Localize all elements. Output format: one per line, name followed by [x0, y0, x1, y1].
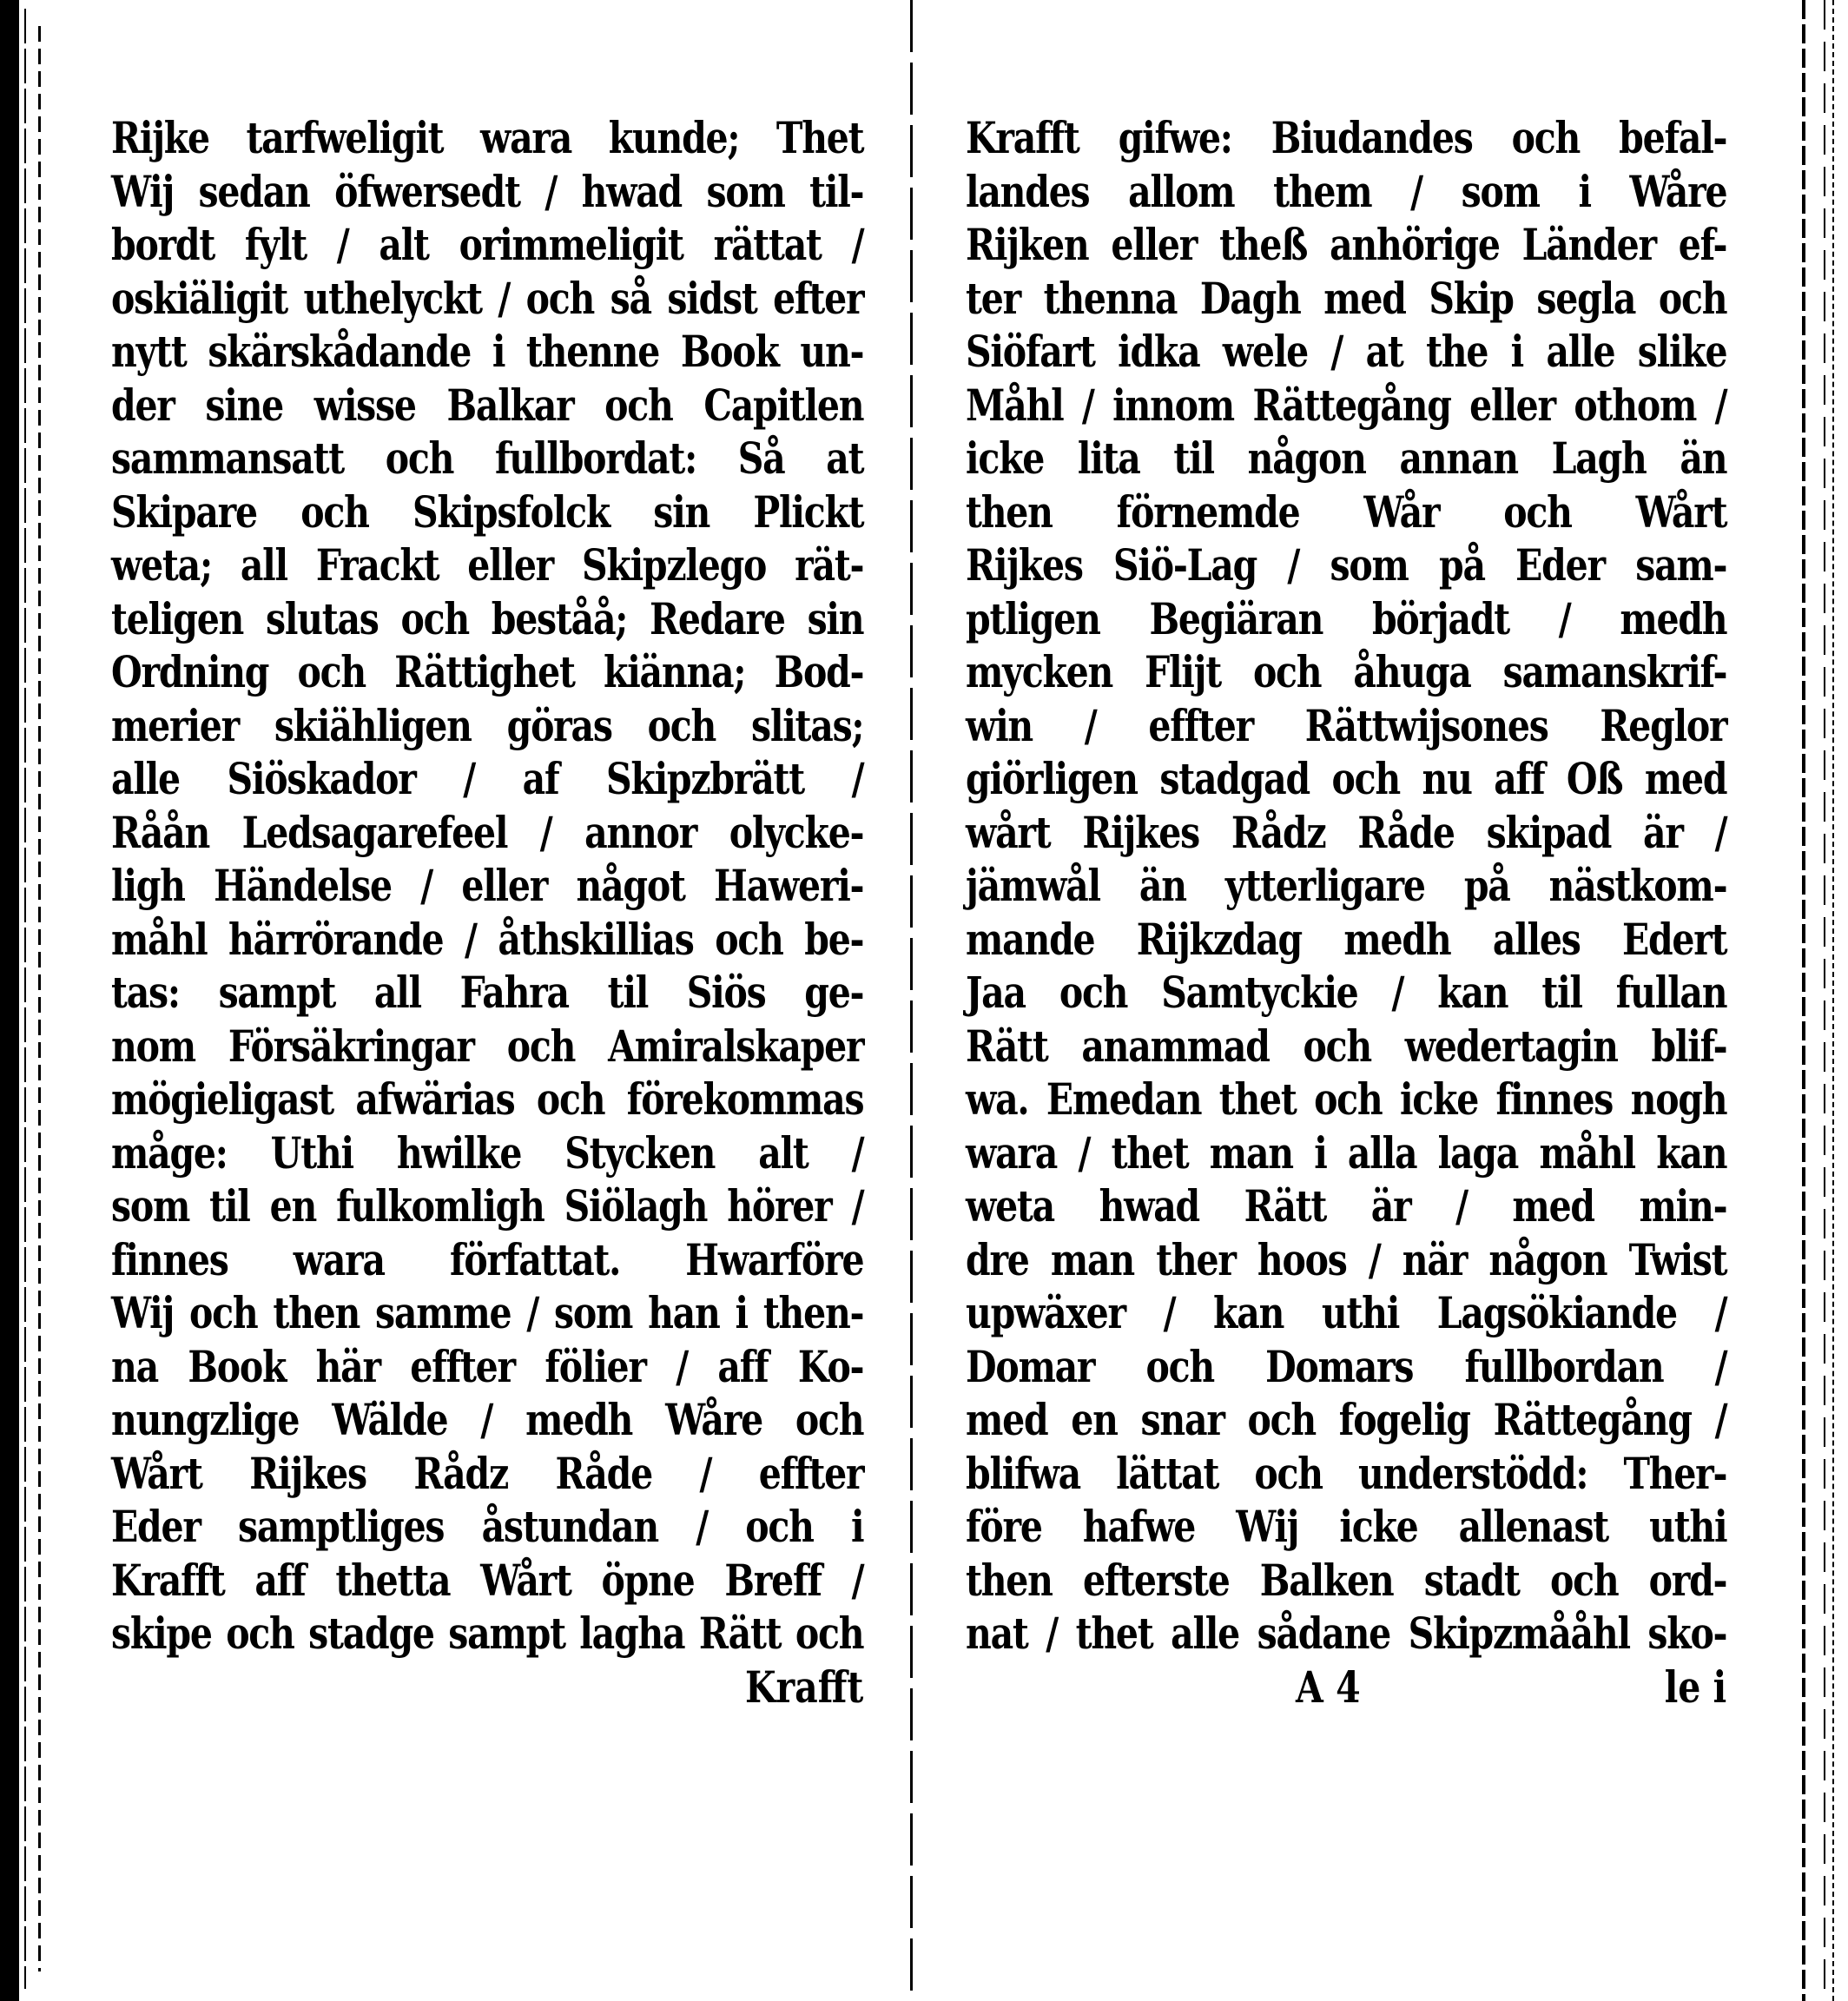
text-line: merier skiähligen göras och slitas; [111, 699, 864, 751]
text-line: Siöfart idka wele / at the i alle slike [966, 326, 1727, 377]
text-line: then efterste Balken stadt och ord- [966, 1554, 1727, 1606]
text-line: bordt fylt / alt orimmeligit rättat / [111, 219, 864, 270]
text-line: med en snar och fogelig Rättegång / [966, 1394, 1727, 1445]
text-line: Rijke tarfweligit wara kunde; Thet [111, 112, 864, 163]
text-line: wa. Emedan thet och icke finnes nogh [966, 1073, 1727, 1125]
text-line: giörligen stadgad och nu aff Oß med [966, 753, 1727, 804]
page-stack-edge [24, 9, 26, 1989]
text-line: alle Siöskador / af Skipzbrätt / [111, 753, 864, 804]
page-stack-edge [38, 26, 41, 1971]
text-line: icke lita til någon annan Lagh än [966, 433, 1727, 484]
page-stack-edge [1802, 0, 1805, 2001]
text-line: nungzlige Wälde / medh Wåre och [111, 1394, 864, 1445]
text-line: Måhl / innom Rättegång eller othom / [966, 379, 1727, 431]
text-line: Domar och Domars fullbordan / [966, 1340, 1727, 1392]
text-line: Rätt anammad och wedertagin blif- [966, 1020, 1727, 1072]
text-line: skipe och stadge sampt lagha Rätt och [111, 1608, 864, 1659]
text-line: mögieligast afwärias och förekommas [111, 1073, 864, 1125]
text-line: dre man ther hoos / när någon Twist [966, 1233, 1727, 1285]
catchword: Krafft [744, 1661, 863, 1713]
text-line: Jaa och Samtyckie / kan til fullan [966, 967, 1727, 1018]
text-line: tas: sampt all Fahra til Siös ge- [111, 967, 864, 1018]
text-line: teligen slutas och beståå; Redare sin [111, 592, 864, 644]
text-line: oskiäligit uthelyckt / och så sidst efter [111, 272, 864, 324]
text-line: mycken Flijt och åhuga samanskrif- [966, 646, 1727, 697]
footer-row [966, 1661, 1726, 1714]
text-line: sammansatt och fullbordat: Så at [111, 433, 864, 484]
left-page [111, 111, 863, 1714]
text-line: ligh Händelse / eller något Haweri- [111, 860, 864, 911]
text-line: Wårt Rijkes Rådz Råde / effter [111, 1447, 864, 1499]
text-line: ter thenna Dagh med Skip segla och [966, 272, 1727, 324]
text-line: der sine wisse Balkar och Capitlen [111, 379, 864, 431]
text-line: finnes wara författat. Hwarföre [111, 1233, 864, 1285]
text-line: ptligen Begiäran börjadt / medh [966, 592, 1727, 644]
text-line: Råån Ledsagarefeel / annor olycke- [111, 806, 864, 858]
book-binding-edge [0, 0, 19, 2001]
text-line: wara / thet man i alla laga måhl kan [966, 1126, 1727, 1179]
text-line: then förnemde Wår och Wårt [966, 485, 1727, 538]
text-line: wårt Rijkes Rådz Råde skipad är / [966, 806, 1727, 858]
catchword: le i [1664, 1661, 1726, 1713]
text-line: före hafwe Wij icke allenast uthi [966, 1501, 1727, 1552]
text-line: måge: Uthi hwilke Stycken alt / [111, 1126, 864, 1179]
text-line: Rijkes Siö-Lag / som på Eder sam- [966, 539, 1727, 591]
page-stack-edge [1832, 0, 1848, 2001]
text-line: na Book här effter fölier / aff Ko- [111, 1340, 864, 1392]
text-line: Wij och then samme / som han i then- [111, 1287, 864, 1338]
text-line: Krafft gifwe: Biudandes och befal- [966, 112, 1727, 163]
text-line: jämwål än ytterligare på nästkom- [966, 860, 1727, 911]
right-page [966, 111, 1726, 1714]
text-line: Wij sedan öfwersedt / hwad som til- [111, 165, 864, 217]
text-line: Eder samptliges åstundan / och i [111, 1501, 864, 1552]
text-line: Krafft aff thetta Wårt öpne Breff / [111, 1554, 864, 1606]
text-line: upwäxer / kan uthi Lagsökiande / [966, 1287, 1727, 1338]
text-line: Skipare och Skipsfolck sin Plickt [111, 485, 864, 538]
text-line: Rijken eller theß anhörige Länder ef- [966, 219, 1727, 270]
footer-row [111, 1661, 863, 1714]
text-line: landes allom them / som i Wåre [966, 165, 1727, 217]
text-line: nom Försäkringar och Amiralskaper [111, 1020, 864, 1072]
text-line: som til en fulkomligh Siölagh hörer / [111, 1180, 864, 1232]
text-line: nat / thet alle sådane Skipzmååhl sko- [966, 1608, 1727, 1659]
text-line: måhl härrörande / åthskillias och be- [111, 913, 864, 965]
page-stack-edge [1824, 0, 1825, 2001]
text-line: blifwa lättat och understödd: Ther- [966, 1447, 1727, 1499]
book-gutter [910, 0, 913, 2001]
text-line: Ordning och Rättighet kiänna; Bod- [111, 646, 864, 697]
text-line: win / effter Rättwijsones Reglor [966, 699, 1727, 751]
text-line: weta; all Frackt eller Skipzlego rät- [111, 539, 864, 591]
signature-mark: A 4 [1296, 1661, 1361, 1713]
text-line: mande Rijkzdag medh alles Edert [966, 913, 1727, 965]
text-line: nytt skärskådande i thenne Book un- [111, 326, 864, 377]
text-line: weta hwad Rätt är / med min- [966, 1180, 1727, 1232]
